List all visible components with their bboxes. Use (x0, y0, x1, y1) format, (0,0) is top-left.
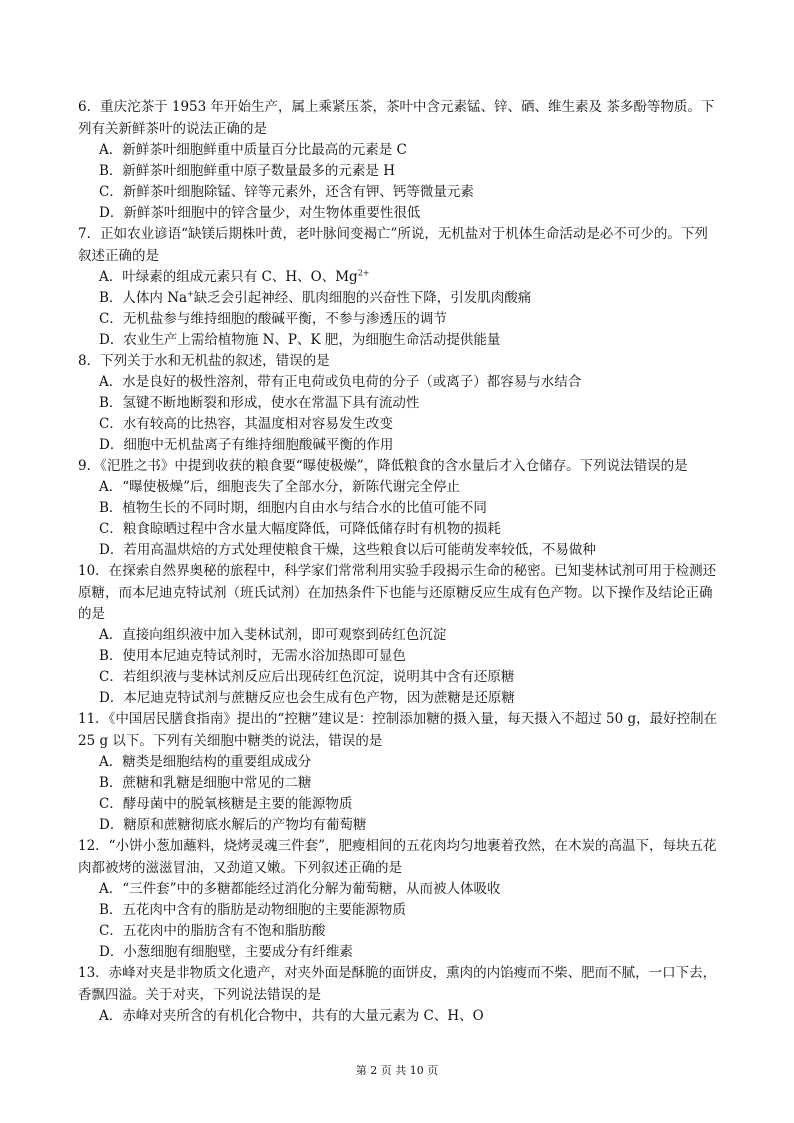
question-12-option-a: A．“三件套”中的多糖都能经过消化分解为葡萄糖，从而被人体吸收 (99, 881, 501, 897)
question-7-option-d: D．农业生产上需给植物施 N、P、K 肥，为细胞生命活动提供能量 (99, 332, 501, 348)
question-7-option-c: C．无机盐参与维持细胞的酸碱平衡，不参与渗透压的调节 (99, 311, 447, 327)
question-11-stem: 11．《中国居民膳食指南》提出的“控糖”建议是：控制添加糖的摄入量，每天摄入不超过 50 g，最好控制在 25 g 以下。下列有关细胞中糖类的说法，错误的是 (78, 711, 718, 749)
question-7-stem: 7．正如农业谚语“缺镁后期株叶黄，老叶脉间变褐亡”所说，无机盐对于机体生命活动是必不可少的。下列叙述正确的是 (78, 226, 708, 264)
question-11-option-b: B．蔗糖和乳糖是细胞中常见的二糖 (99, 775, 312, 791)
question-12-option-c: C．五花肉中的脂肪含有不饱和脂肪酸 (99, 923, 326, 939)
question-8-option-c: C．水有较高的比热容，其温度相对容易发生改变 (99, 416, 393, 432)
question-13-option-a: A．赤峰对夹所含的有机化合物中，共有的大量元素为 C、H、O (99, 1008, 484, 1024)
question-9-option-a: A．“曝使极燥”后，细胞丧失了全部水分，新陈代谢完全停止 (99, 479, 461, 495)
page-number-footer: 第 2 页 共 10 页 (355, 1064, 439, 1077)
question-6-stem: 6．重庆沱茶于 1953 年开始生产，属上乘紧压茶，茶叶中含元素锰、锌、硒、维生素及 茶多酚等物质。下列有关新鲜茶叶的说法正确的是 (78, 99, 715, 137)
question-13-stem: 13．赤峰对夹是非物质文化遗产，对夹外面是酥脆的面饼皮，熏肉的内馅瘦而不柴、肥而不腻，一口下去，香飘四溢。关于对夹，下列说法错误的是 (78, 965, 717, 1003)
question-10-option-b: B．使用本尼迪克特试剂时，无需水浴加热即可显色 (99, 648, 406, 664)
question-12-stem: 12．“小饼小葱加蘸料，烧烤灵魂三件套”，肥瘦相间的五花肉均匀地裹着孜然，在木炭的高温下，每块五花肉都被烤的滋滋冒油，又劲道又嫩。下列叙述正确的是 (78, 838, 717, 876)
question-10-option-a: A．直接向组织液中加入斐林试剂，即可观察到砖红色沉淀 (99, 627, 447, 643)
question-7-option-a: A．叶绿素的组成元素只有 C、H、O、$Mg^{2+}$ (99, 268, 370, 285)
question-12-option-b: B．五花肉中含有的脂肪是动物细胞的主要能源物质 (99, 902, 406, 918)
question-10-stem: 10．在探索自然界奥秘的旅程中，科学家们常常利用实验手段揭示生命的秘密。已知斐林试剂可用于检测还原糖，而本尼迪克特试剂（班氏试剂）在加热条件下也能与还原糖反应生成有色产物。以下操作及结论正确的是 (78, 563, 717, 622)
question-9-option-d: D．若用高温烘焙的方式处理使粮食干燥，这些粮食以后可能萌发率较低，不易做种 (99, 542, 596, 558)
question-8-option-a: A．水是良好的极性溶剂，带有正电荷或负电荷的分子（或离子）都容易与水结合 (99, 374, 582, 390)
question-11-option-d: D．糖原和蔗糖彻底水解后的产物均有葡萄糖 (99, 817, 367, 833)
question-9-option-b: B．植物生长的不同时期，细胞内自由水与结合水的比值可能不同 (99, 500, 487, 516)
question-7-option-b: B．人体内 Na+缺乏会引起神经、肌肉细胞的兴奋性下降，引发肌肉酸痛 (99, 289, 532, 306)
question-9-option-c: C．粮食晾晒过程中含水量大幅度降低，可降低储存时有机物的损耗 (99, 521, 501, 537)
question-12-option-d: D．小葱细胞有细胞壁，主要成分有纤维素 (99, 944, 353, 960)
question-10-option-c: C．若组织液与斐林试剂反应后出现砖红色沉淀，说明其中含有还原糖 (99, 669, 515, 685)
question-11-option-a: A．糖类是细胞结构的重要组成成分 (99, 754, 312, 770)
question-6-option-d: D．新鲜茶叶细胞中的锌含量少，对生物体重要性很低 (99, 205, 421, 221)
question-8-stem: 8．下列关于水和无机盐的叙述，错误的是 (78, 353, 330, 369)
superscript-charge: 2+ (357, 268, 370, 278)
question-8-option-b: B．氢键不断地断裂和形成，使水在常温下具有流动性 (99, 395, 420, 411)
question-11-option-c: C．酵母菌中的脱氧核糖是主要的能源物质 (99, 796, 353, 812)
superscript-charge: + (187, 289, 194, 299)
question-6-option-b: B．新鲜茶叶细胞鲜重中原子数量最多的元素是 H (99, 163, 395, 179)
question-6-option-a: A．新鲜茶叶细胞鲜重中质量百分比最高的元素是 C (99, 142, 407, 158)
question-8-option-d: D．细胞中无机盐离子有维持细胞酸碱平衡的作用 (99, 437, 394, 453)
question-10-option-d: D．本尼迪克特试剂与蔗糖反应也会生成有色产物，因为蔗糖是还原糖 (99, 690, 515, 706)
question-6-option-c: C．新鲜茶叶细胞除锰、锌等元素外，还含有钾、钙等微量元素 (99, 184, 474, 200)
question-9-stem: 9．《汜胜之书》中提到收获的粮食要“曝使极燥”，降低粮食的含水量后才入仓储存。下列说法错误的是 (78, 458, 688, 474)
